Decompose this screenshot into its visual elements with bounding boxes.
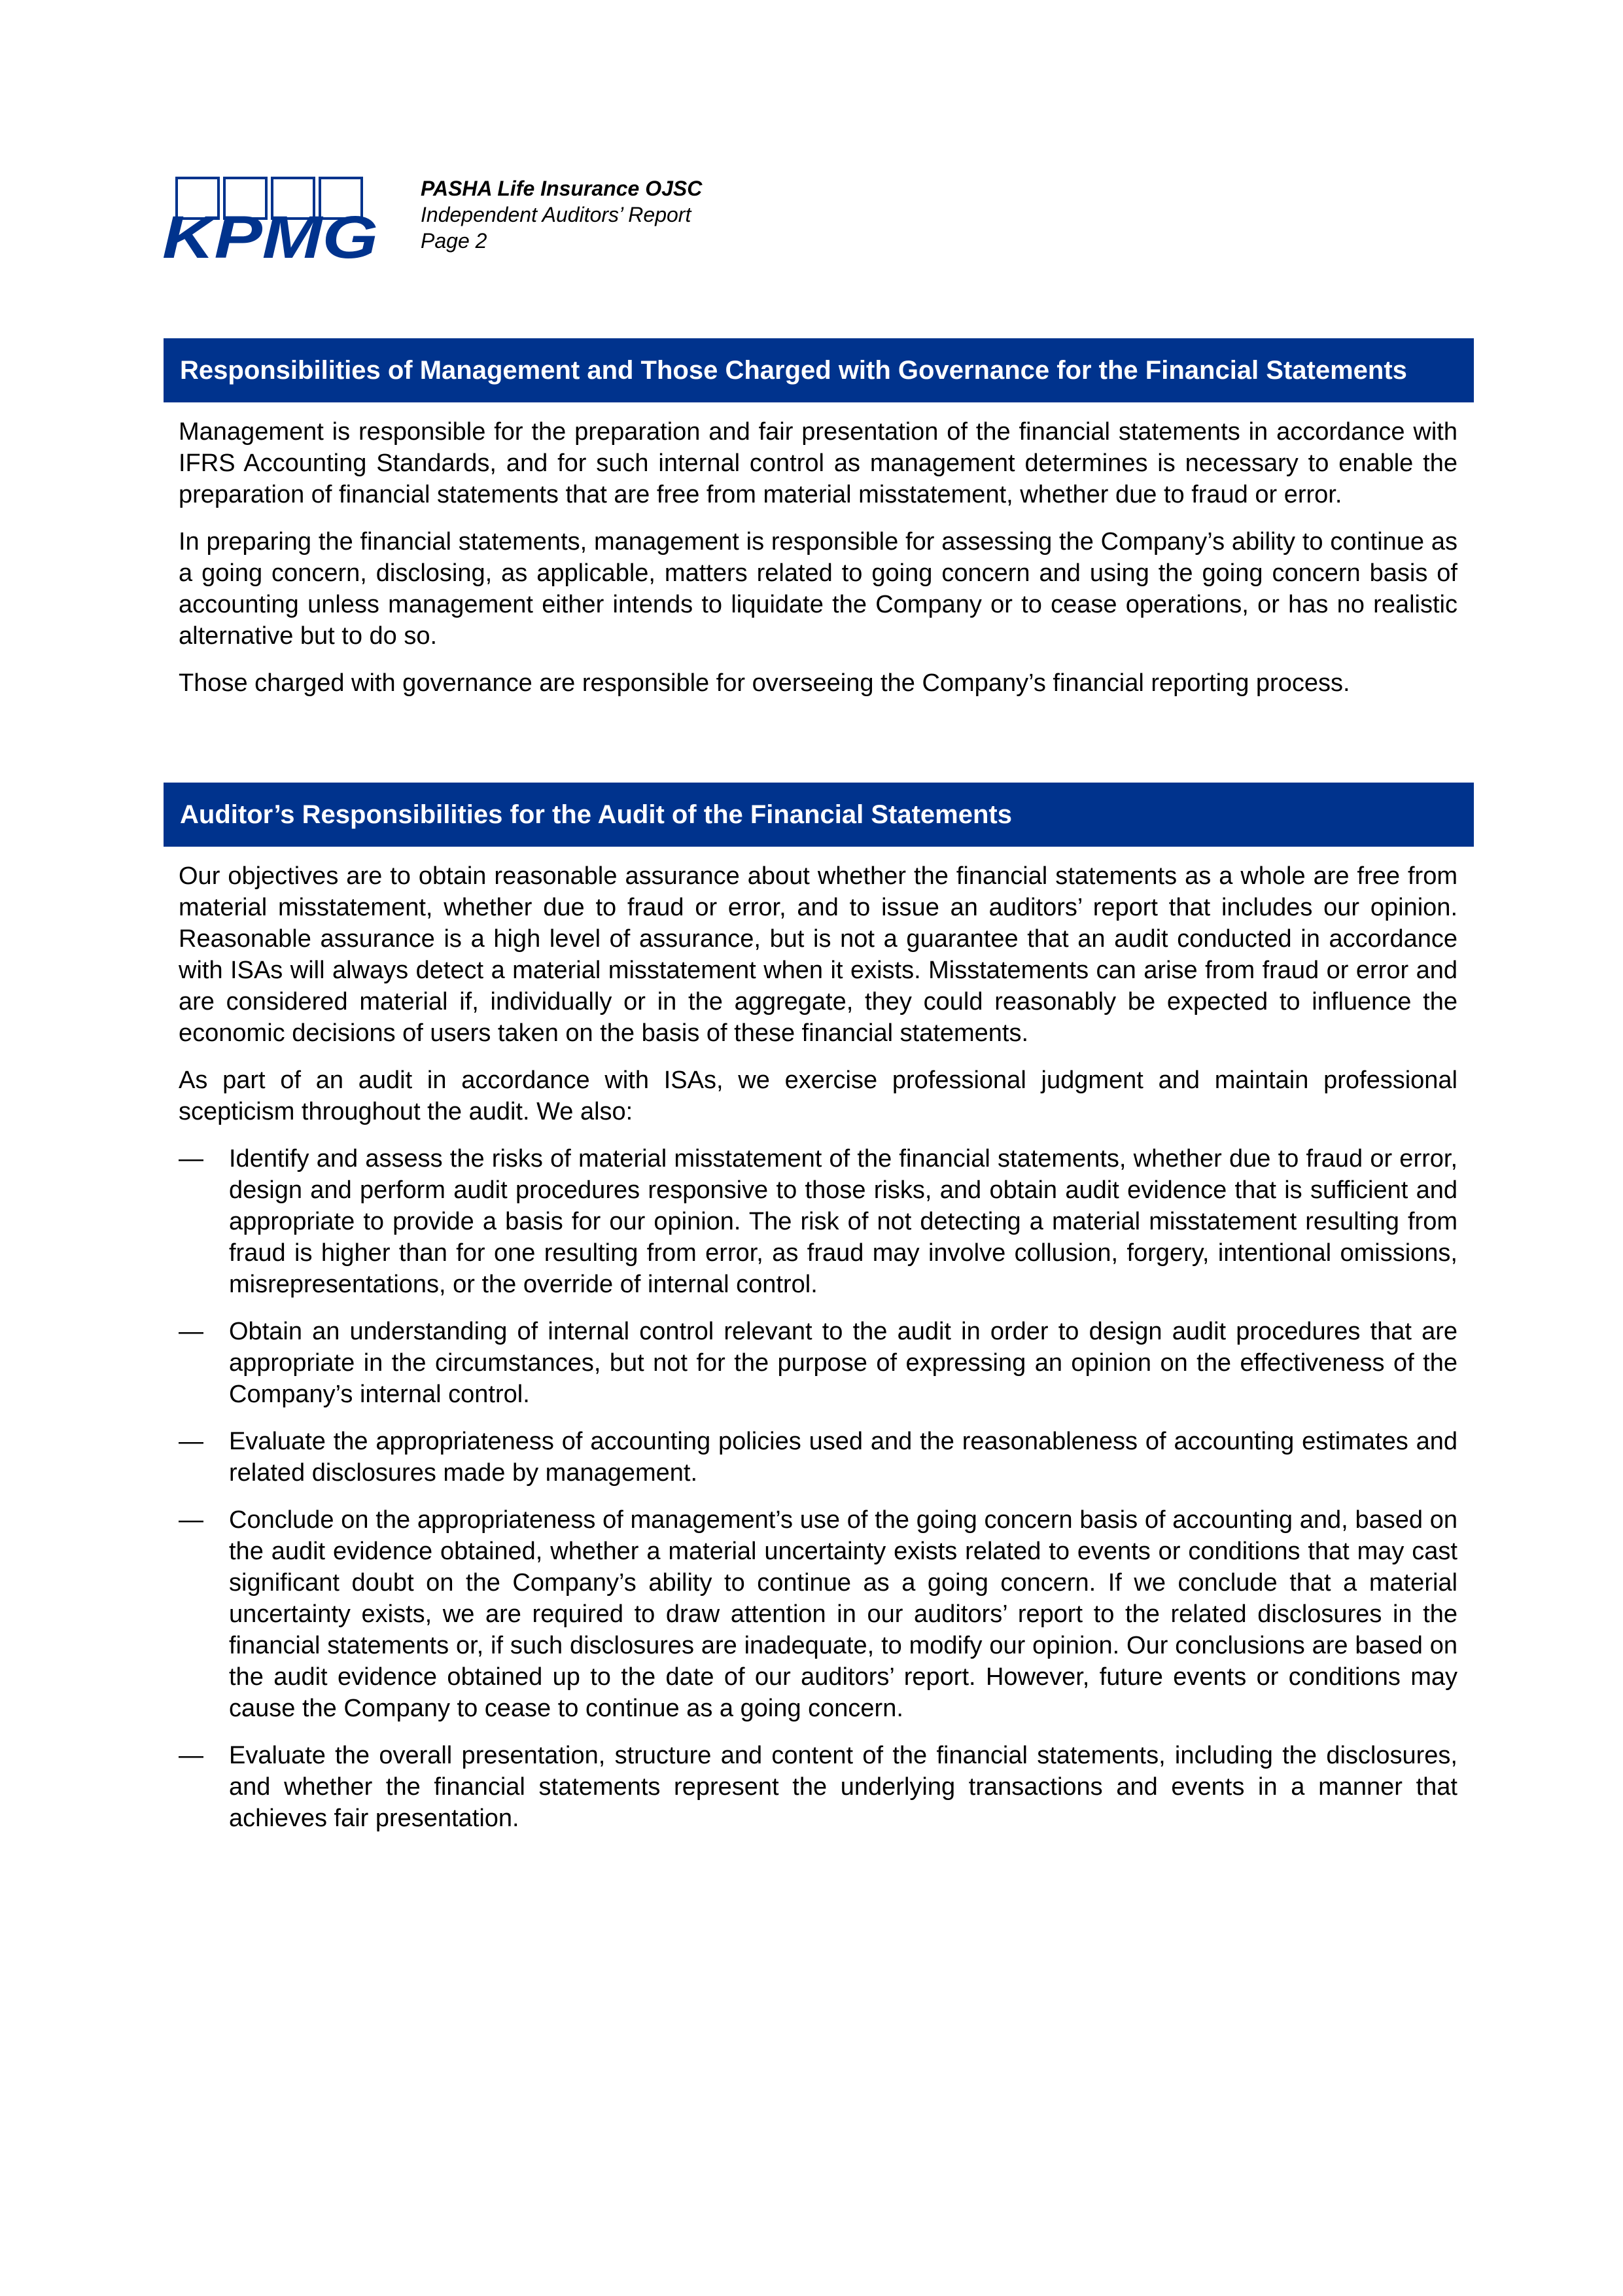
paragraph: Those charged with governance are responsible for overseeing the Company’s financial reporting process. <box>179 669 1350 697</box>
list-item <box>179 1426 1457 1489</box>
dash-bullet: — <box>179 1318 203 1345</box>
paragraph: Our objectives are to obtain reasonable assurance about whether the financial statements as a whole are free from material misstatement, whether due to fraud or error, and to issue an auditors’ report that includes our opinion. Reasonable assurance is a high level of assurance, but is not a guarantee that an audit conducted in accordance with ISAs will always detect a material misstatement when it exists. Misstatements can arise from fraud or error and are considered material if, individually or in the aggregate, they could reasonably be expected to influence the economic decisions of users taken on the basis of these financial statements. <box>179 862 1457 1047</box>
paragraph: As part of an audit in accordance with ISAs, we exercise professional judgment and maintain professional scepticism throughout the audit. We also: <box>179 1067 1457 1125</box>
dash-bullet: — <box>179 1742 203 1769</box>
dash-bullet: — <box>179 1506 203 1534</box>
list-item <box>179 1143 1457 1300</box>
dash-bullet: — <box>179 1145 203 1173</box>
section-body-auditor-responsibilities <box>179 860 1457 1850</box>
list-item-text: Evaluate the overall presentation, structure and content of the financial statements, including the disclosures, and whether the financial statements represent the underlying transactions and events in a manner that achieves fair presentation. <box>229 1742 1457 1832</box>
report-header <box>421 175 702 254</box>
list-item <box>179 1316 1457 1410</box>
dash-bullet: — <box>179 1428 203 1455</box>
list-item-text: Evaluate the appropriateness of accounting policies used and the reasonableness of accounting estimates and related disclosures made by management. <box>229 1428 1457 1487</box>
section-heading-auditor-responsibilities: Auditor’s Responsibilities for the Audit of the Financial Statements <box>164 783 1474 847</box>
list-item-text: Obtain an understanding of internal control relevant to the audit in order to design audit procedures that are appropriate in the circumstances, but not for the purpose of expressing an opinion on the effectiveness of the Company’s internal control. <box>229 1318 1457 1408</box>
company-name: PASHA Life Insurance OJSC <box>421 177 703 200</box>
list-item <box>179 1504 1457 1724</box>
list-item-text: Identify and assess the risks of material misstatement of the financial statements, whether due to fraud or error, design and perform audit procedures responsive to those risks, and obtain audit evidence that is sufficient and appropriate to provide a basis for our opinion. The risk of not detecting a material misstatement resulting from fraud is higher than for one resulting from error, as fraud may involve collusion, forgery, intentional omissions, misrepresentations, or the override of internal control. <box>229 1145 1457 1298</box>
section-body-management-responsibilities <box>179 416 1457 715</box>
list-item <box>179 1740 1457 1834</box>
paragraph: In preparing the financial statements, management is responsible for assessing the Company’s ability to continue as a going concern, disclosing, as applicable, matters related to going concern and using the going concern basis of accounting unless management either intends to liquidate the Company or to cease operations, or has no realistic alternative but to do so. <box>179 528 1457 650</box>
paragraph: Management is responsible for the preparation and fair presentation of the financial statements in accordance with IFRS Accounting Standards, and for such internal control as management determines is necessary to enable the preparation of financial statements that are free from material misstatement, whether due to fraud or error. <box>179 418 1457 508</box>
responsibilities-list <box>179 1143 1457 1834</box>
list-item-text: Conclude on the appropriateness of management’s use of the going concern basis of accounting and, based on the audit evidence obtained, whether a material uncertainty exists related to events or conditions that may cast significant doubt on the Company’s ability to continue as a going concern. If we conclude that a material uncertainty exists, we are required to draw attention in our auditors’ report to the related disclosures in the financial statements or, if such disclosures are inadequate, to modify our opinion. Our conclusions are based on the audit evidence obtained up to the date of our auditors’ report. However, future events or conditions may cause the Company to cease to continue as a going concern. <box>229 1506 1457 1722</box>
report-title: Independent Auditors’ Report <box>421 203 691 226</box>
kpmg-logo <box>162 175 378 264</box>
logo-wordmark: KPMG <box>162 204 378 264</box>
page-number: Page 2 <box>421 229 487 253</box>
section-heading-management-responsibilities: Responsibilities of Management and Those Charged with Governance for the Financial Statements <box>164 338 1474 402</box>
